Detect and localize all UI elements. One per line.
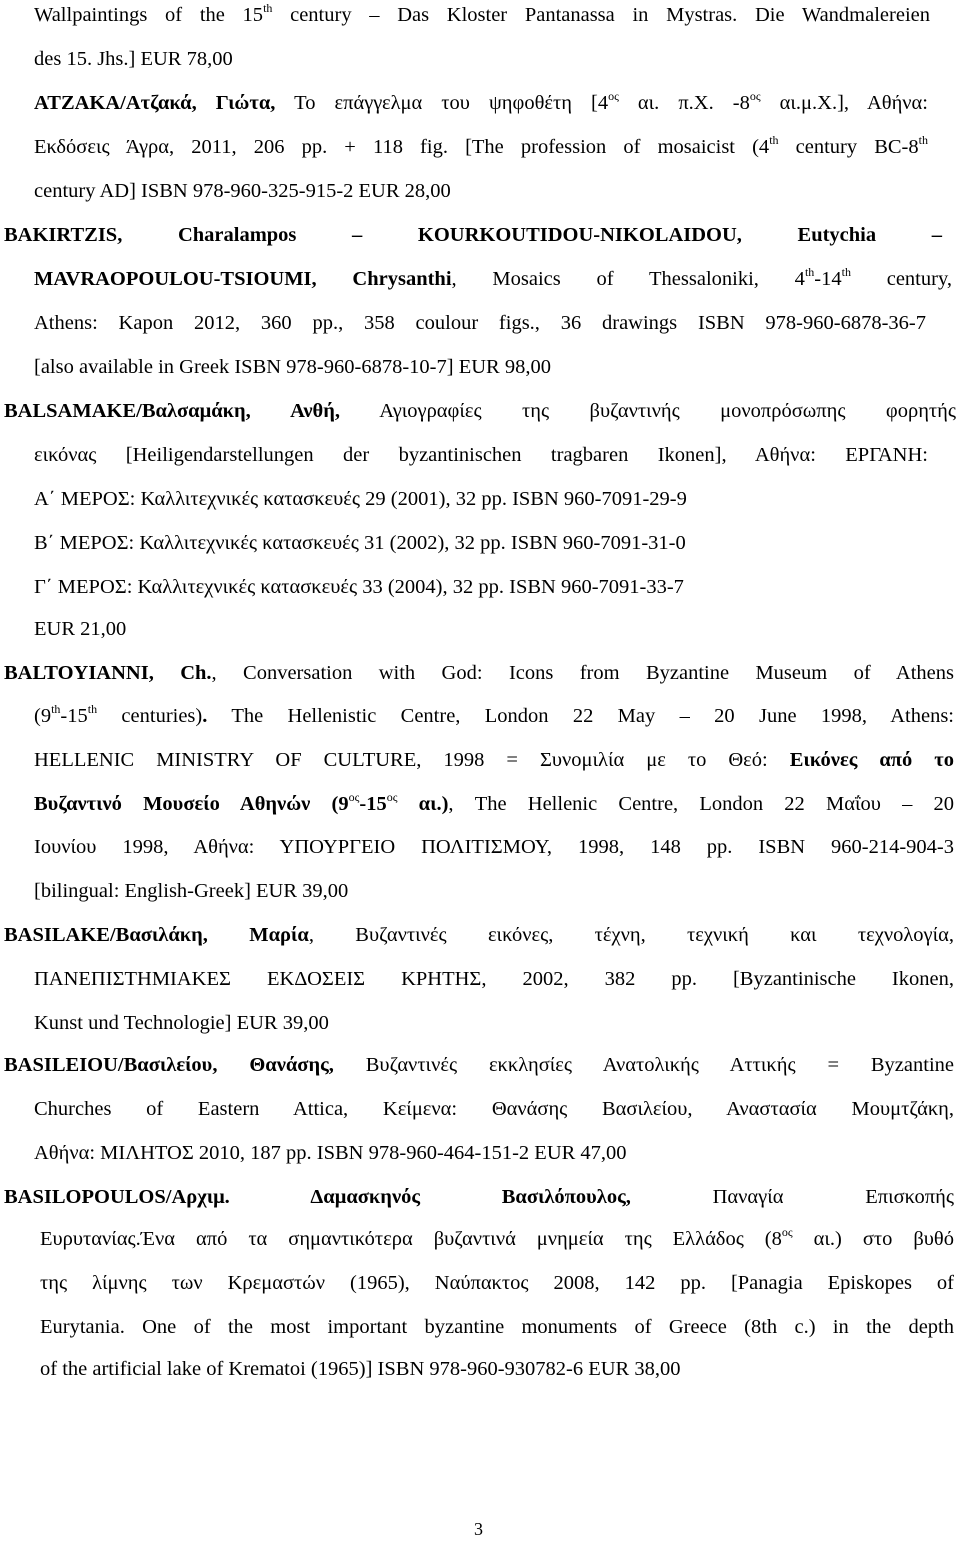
text-run: [also available in Greek ISBN 978-960-6878-10-7] EUR 98,00 [34, 356, 551, 378]
text-line [34, 178, 451, 204]
text-line [34, 134, 928, 160]
superscript: th [769, 133, 779, 147]
bold-text: BASILAKE/Βασιλάκη, Μαρία [4, 924, 309, 946]
superscript: th [87, 702, 98, 716]
text-run: Ευρυτανίας.Ένα από τα σημαντικότερα βυζαντινά μνημεία της Ελλάδος (8 [40, 1228, 782, 1250]
text-line [4, 1052, 954, 1078]
superscript: th [804, 265, 815, 279]
text-run: Παναγία Επισκοπής [630, 1186, 954, 1208]
text-run: Kunst und Technologie] EUR 39,00 [34, 1012, 329, 1034]
text-run: Αγιογραφίες της βυζαντινής μονοπρόσωπης φορητής [340, 400, 956, 422]
text-line [4, 922, 954, 948]
text-line [34, 2, 930, 28]
text-line [34, 1096, 954, 1122]
bold-text: -15 [359, 793, 387, 815]
text-run: century BC-8 [778, 136, 919, 158]
bold-text: BALSAMAKE/Βαλσαμάκη, Ανθή, [4, 400, 341, 422]
text-line [34, 878, 348, 904]
superscript: th [841, 265, 851, 279]
text-run: εικόνας [Heiligendarstellungen der byzantinischen tragbaren Ikonen], Αθήνα: ΕΡΓΑΝΗ: [34, 444, 928, 466]
superscript: th [263, 1, 273, 15]
text-line [4, 398, 956, 424]
bold-text: . [202, 705, 208, 727]
text-line [34, 90, 928, 116]
superscript: th [51, 702, 61, 716]
text-run: -14 [814, 268, 842, 290]
text-line [34, 310, 926, 336]
text-run: Το επάγγελμα του ψηφοθέτη [4 [275, 92, 609, 114]
text-line [40, 1356, 680, 1382]
text-line [40, 1314, 954, 1340]
bold-text: BAKIRTZIS, Charalampos – KOURKOUTIDOU-NIKOLAIDOU, Eutychia – [4, 224, 942, 246]
text-line [4, 1184, 954, 1210]
text-run: ΠΑΝΕΠΙΣΤΗΜΙΑΚΕΣ ΕΚΔΟΣΕΙΣ ΚΡΗΤΗΣ, 2002, 382 pp. [Byzantinische Ikonen, [34, 968, 954, 990]
text-line [34, 46, 233, 72]
text-line [34, 1010, 329, 1036]
text-line [34, 703, 954, 729]
text-line [34, 966, 954, 992]
text-run: Βυζαντινές εκκλησίες Ανατολικής Αττικής = Byzantine [333, 1054, 954, 1076]
text-run: της λίμνης των Κρεμαστών (1965), Ναύπακτος 2008, 142 pp. [Panagia Episkopes of [40, 1272, 954, 1294]
text-run: Ιουνίου 1998, Αθήνα: ΥΠΟΥΡΓΕΙΟ ΠΟΛΙΤΙΣΜΟΥ, 1998, 148 pp. ISBN 960-214-904-3 [34, 836, 954, 858]
text-run: Athens: Kapon 2012, 360 pp., 358 coulour figs., 36 drawings ISBN 978-960-6878-36-7 [34, 312, 926, 334]
text-run: , Mosaics of Thessaloniki, 4 [451, 268, 805, 290]
text-run: αι.) στο βυθό [792, 1228, 954, 1250]
text-run: αι. π.Χ. -8 [618, 92, 750, 114]
bold-text: MAVRAOPOULOU-TSIOUMI, Chrysanthi [34, 268, 452, 290]
text-run: , The Hellenic Centre, London 22 Μαΐου – 20 [448, 793, 955, 815]
text-line [4, 222, 942, 248]
superscript: ος [386, 790, 398, 804]
text-run: Wallpaintings of the 15 [34, 4, 264, 26]
text-line [34, 354, 551, 380]
text-line [34, 486, 687, 512]
text-line [34, 747, 954, 773]
bold-text: BALTOYIANNI, Ch. [4, 662, 212, 684]
bold-text: Εικόνες από το [789, 749, 954, 771]
text-line [34, 442, 928, 468]
bold-text: Βυζαντινό Μουσείο Αθηνών (9 [34, 793, 349, 815]
text-run: αι.μ.Χ.], Αθήνα: [760, 92, 928, 114]
text-run: century AD] ISBN 978-960-325-915-2 EUR 28,00 [34, 180, 451, 202]
text-run: century, [850, 268, 952, 290]
superscript: ος [781, 1225, 793, 1239]
superscript: ος [348, 790, 360, 804]
text-run: Γ΄ ΜΕΡΟΣ: Καλλιτεχνικές κατασκευές 33 (2004), 32 pp. ISBN 960-7091-33-7 [34, 576, 684, 598]
bold-text: αι.) [397, 793, 449, 815]
text-run: (9 [34, 705, 52, 727]
superscript: ος [608, 89, 619, 103]
text-run: of the artificial lake of Krematoi (1965)] ISBN 978-960-930782-6 EUR 38,00 [40, 1358, 681, 1380]
superscript: ος [749, 89, 761, 103]
text-run: Eurytania. One of the most important byzantine monuments of Greece (8th c.) in the depth [40, 1316, 954, 1338]
text-run: des 15. Jhs.] EUR 78,00 [34, 48, 233, 70]
text-line [34, 530, 686, 556]
text-run: Α΄ ΜΕΡΟΣ: Καλλιτεχνικές κατασκευές 29 (2001), 32 pp. ISBN 960-7091-29-9 [34, 488, 687, 510]
text-line [34, 616, 126, 642]
text-run: [bilingual: English-Greek] EUR 39,00 [34, 880, 349, 902]
bold-text: BASILOPOULOS/Αρχιμ. Δαμασκηνός Βασιλόπουλος, [4, 1186, 631, 1208]
text-line [40, 1270, 954, 1296]
text-run: EUR 21,00 [34, 618, 127, 640]
text-line [34, 574, 684, 600]
text-line [34, 791, 954, 817]
text-run: century – Das Kloster Pantanassa in Mystras. Die Wandmalereien [272, 4, 930, 26]
bold-text: ATZAKA/Ατζακά, Γιώτα, [34, 92, 276, 114]
text-line [4, 660, 954, 686]
text-run: , Conversation with God: Icons from Byzantine Museum of Athens [211, 662, 954, 684]
text-run: The Hellenistic Centre, London 22 May – 20 June 1998, Athens: [207, 705, 954, 727]
text-run: , Βυζαντινές εικόνες, τέχνη, τεχνική και τεχνολογία, [308, 924, 954, 946]
text-run: Αθήνα: ΜΙΛΗΤΟΣ 2010, 187 pp. ISBN 978-960-464-151-2 EUR 47,00 [34, 1142, 627, 1164]
text-run: centuries) [97, 705, 203, 727]
text-run: HELLENIC MINISTRY OF CULTURE, 1998 = Συνομιλία με το Θεό: [34, 749, 790, 771]
bold-text: BASILEIOU/Βασιλείου, Θανάσης, [4, 1054, 334, 1076]
page-number: 3 [474, 1519, 483, 1539]
text-run: -15 [60, 705, 88, 727]
text-run: Β΄ ΜΕΡΟΣ: Καλλιτεχνικές κατασκευές 31 (2002), 32 pp. ISBN 960-7091-31-0 [34, 532, 686, 554]
text-run: Εκδόσεις Άγρα, 2011, 206 pp. + 118 fig. [The profession of mosaicist (4 [34, 136, 770, 158]
text-line [34, 266, 952, 292]
text-line [40, 1226, 954, 1252]
text-line [34, 1140, 627, 1166]
superscript: th [918, 133, 928, 147]
text-run: Churches of Eastern Attica, Κείμενα: Θανάσης Βασιλείου, Αναστασία Μουμτζάκη, [34, 1098, 954, 1120]
text-line [34, 834, 954, 860]
